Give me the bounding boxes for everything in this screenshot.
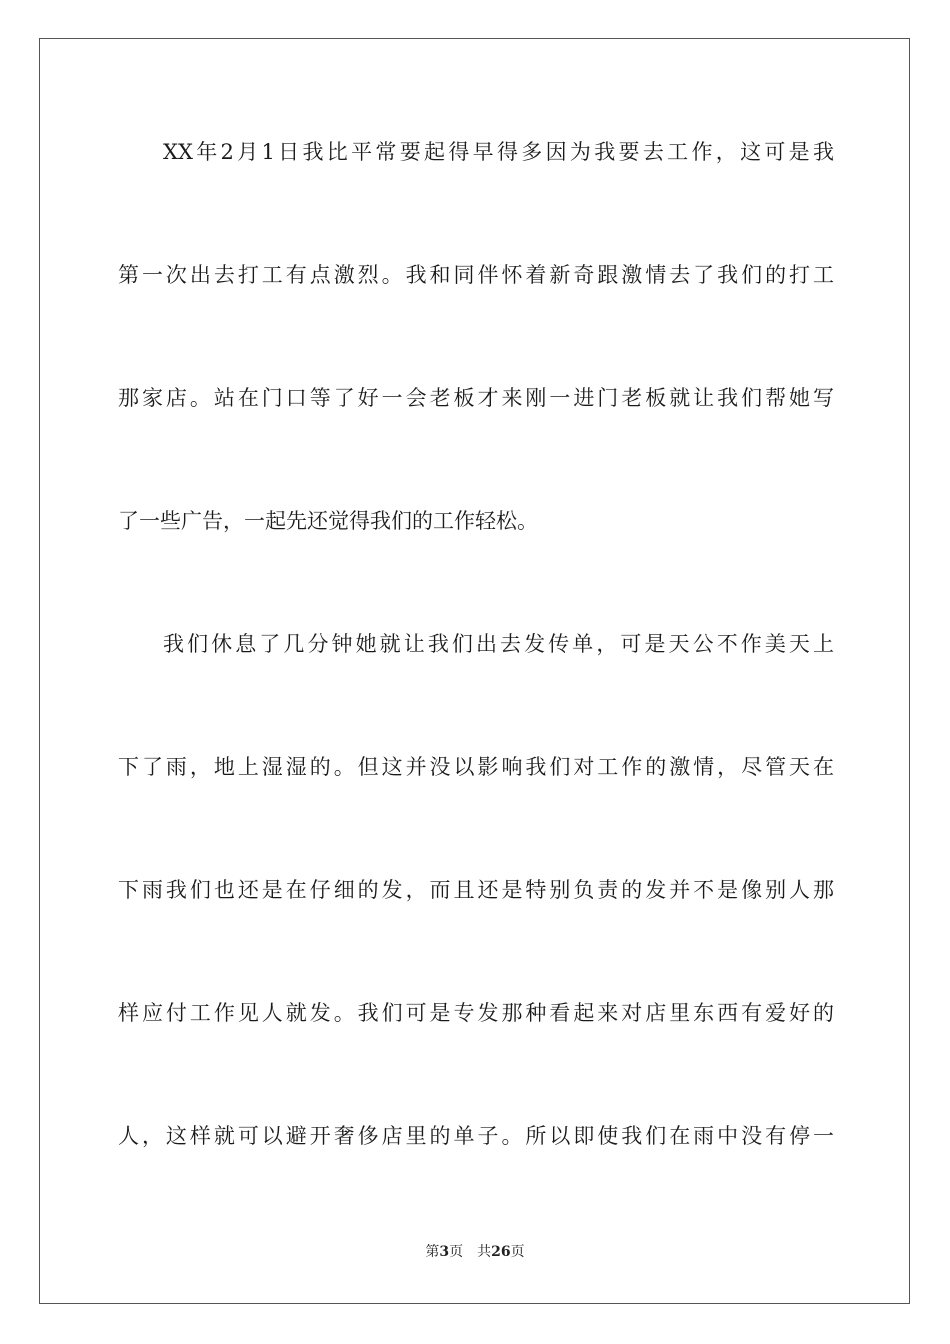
paragraph-1-line-1: XX年2月1日我比平常要起得早得多因为我要去工作，这可是我 [163,140,834,164]
paragraph-1-line-4: 了一些广告，一起先还觉得我们的工作轻松。 [118,509,538,533]
total-prefix: 共 [477,1244,492,1260]
page-footer [0,1242,950,1262]
paragraph-1-line-3: 那家店。站在门口等了好一会老板才来刚一进门老板就让我们帮她写 [118,386,834,410]
page-prefix: 第 [425,1244,440,1260]
paragraph-2-line-2: 下了雨，地上湿湿的。但这并没以影响我们对工作的激情，尽管天在 [118,755,834,779]
paragraph-1-line-2: 第一次出去打工有点激烈。我和同伴怀着新奇跟激情去了我们的打工 [118,263,834,287]
paragraph-2-line-3: 下雨我们也还是在仔细的发，而且还是特别负责的发并不是像别人那 [118,878,834,902]
paragraph-2-line-5: 人，这样就可以避开奢侈店里的单子。所以即使我们在雨中没有停一 [118,1124,834,1148]
paragraph-2-line-4: 样应付工作见人就发。我们可是专发那种看起来对店里东西有爱好的 [118,1001,834,1025]
page-total: 26 [491,1244,511,1260]
page-suffix: 页 [449,1244,464,1260]
total-suffix: 页 [510,1244,525,1260]
paragraph-2-line-1: 我们休息了几分钟她就让我们出去发传单，可是天公不作美天上 [163,632,834,656]
page-border [39,38,910,1304]
page-current: 3 [439,1244,450,1260]
